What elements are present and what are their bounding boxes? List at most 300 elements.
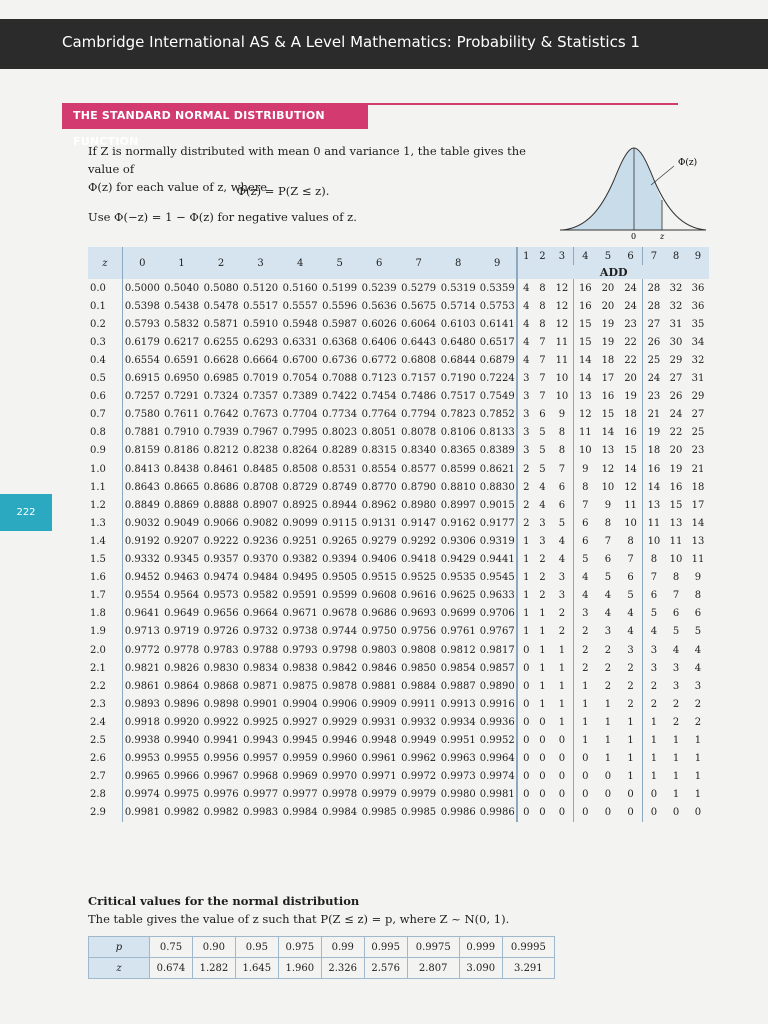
phi-value: 0.9564 — [164, 590, 200, 602]
add-value: 3 — [604, 626, 612, 638]
add-value: 18 — [624, 409, 637, 421]
z-value: 1.0 — [90, 463, 106, 475]
add-value: 3 — [672, 662, 680, 674]
add-value: 2 — [558, 626, 566, 638]
add-value: 19 — [642, 424, 665, 442]
phi-value: 0.9115 — [322, 517, 358, 529]
table-row — [88, 478, 709, 496]
z-value: 1.6 — [90, 572, 106, 584]
add-value: 5 — [627, 590, 634, 602]
add-value: 0 — [517, 786, 534, 804]
add-value: 12 — [624, 481, 637, 493]
phi-value: 0.6217 — [164, 336, 200, 348]
intro-line-1: If Z is normally distributed with mean 0 and variance 1, the table gives the value of — [88, 144, 526, 176]
phi-value: 0.9896 — [164, 698, 200, 710]
add-digit-header: 5 — [597, 247, 620, 265]
phi-value: 0.9394 — [322, 554, 358, 566]
critical-row-label: z — [89, 958, 150, 979]
phi-value: 0.5753 — [479, 300, 515, 312]
phi-value: 0.9964 — [479, 753, 515, 765]
phi-value: 0.9306 — [440, 535, 476, 547]
phi-value: 0.9834 — [243, 662, 279, 674]
add-value: 2 — [694, 716, 702, 728]
z-value: 0.7 — [90, 409, 106, 421]
phi-value: 0.6628 — [203, 355, 239, 367]
add-value: 1 — [627, 771, 634, 783]
add-value: 4 — [517, 315, 534, 333]
table-row — [88, 442, 709, 460]
phi-value: 0.5636 — [361, 300, 397, 312]
add-value: 0 — [574, 768, 597, 786]
phi-value: 0.7324 — [203, 391, 239, 403]
add-value: 2 — [539, 554, 546, 566]
phi-value: 0.5239 — [361, 282, 397, 294]
phi-value: 0.9616 — [401, 590, 437, 602]
phi-value: 0.5359 — [479, 282, 515, 294]
add-value: 3 — [517, 424, 534, 442]
phi-value: 0.5675 — [401, 300, 437, 312]
table-row — [88, 315, 709, 333]
add-value: 20 — [669, 445, 683, 457]
add-value: 4 — [604, 608, 612, 620]
table-row — [88, 641, 709, 659]
add-value: 2 — [517, 460, 534, 478]
phi-value: 0.9982 — [164, 807, 200, 819]
phi-value: 0.7019 — [243, 373, 279, 385]
add-value: 0 — [517, 641, 534, 659]
phi-value: 0.6141 — [479, 318, 515, 330]
add-value: 10 — [624, 517, 637, 529]
phi-value: 0.8159 — [122, 442, 162, 460]
phi-value: 0.7257 — [122, 388, 162, 406]
critical-value: 0.999 — [459, 937, 502, 958]
add-value: 3 — [642, 659, 665, 677]
add-value: 1 — [694, 734, 702, 746]
phi-value: 0.8830 — [479, 481, 515, 493]
add-value: 5 — [539, 427, 546, 439]
phi-value: 0.9940 — [164, 734, 200, 746]
phi-value: 0.6844 — [440, 355, 476, 367]
phi-value: 0.9484 — [243, 572, 279, 584]
phi-value: 0.8554 — [361, 463, 397, 475]
add-value: 14 — [601, 427, 615, 439]
add-value: 0 — [558, 753, 566, 765]
phi-value: 0.9808 — [401, 644, 437, 656]
phi-value: 0.9850 — [401, 662, 437, 674]
digit-header: 5 — [320, 247, 360, 279]
add-value: 4 — [574, 587, 597, 605]
add-value: 7 — [604, 535, 612, 547]
phi-value: 0.9279 — [361, 535, 397, 547]
table-row — [88, 623, 709, 641]
phi-value: 0.5517 — [243, 300, 279, 312]
table-row — [88, 768, 709, 786]
phi-value: 0.5199 — [322, 282, 358, 294]
phi-value: 0.6331 — [282, 336, 318, 348]
phi-value: 0.9904 — [282, 698, 318, 710]
add-value: 15 — [574, 333, 597, 351]
phi-value: 0.9952 — [479, 734, 515, 746]
add-value: 36 — [691, 282, 705, 294]
add-value: 16 — [601, 391, 615, 403]
add-value: 1 — [558, 698, 566, 710]
phi-value: 0.9985 — [361, 807, 397, 819]
phi-value: 0.9953 — [122, 750, 162, 768]
phi-value: 0.6985 — [203, 373, 239, 385]
phi-value: 0.9868 — [203, 680, 239, 692]
pointer-line — [651, 166, 674, 185]
phi-value: 0.8133 — [479, 427, 515, 439]
add-value: 22 — [624, 336, 637, 348]
table-row — [88, 731, 709, 749]
phi-value: 0.9406 — [361, 554, 397, 566]
add-value: 25 — [691, 427, 705, 439]
header-bar — [0, 19, 768, 69]
add-value: 1 — [627, 716, 634, 728]
z-value: 2.9 — [90, 807, 106, 819]
phi-value: 0.7549 — [479, 391, 515, 403]
phi-value: 0.8577 — [401, 463, 437, 475]
z-value: 1.7 — [90, 590, 106, 602]
add-value: 0 — [517, 731, 534, 749]
phi-value: 0.9986 — [479, 807, 515, 819]
add-value: 0 — [539, 753, 546, 765]
phi-value: 0.9778 — [164, 644, 200, 656]
add-value: 20 — [601, 282, 615, 294]
phi-value: 0.5438 — [164, 300, 200, 312]
add-value: 18 — [691, 481, 705, 493]
phi-value: 0.9948 — [361, 734, 397, 746]
phi-value: 0.8869 — [164, 499, 200, 511]
add-value: 26 — [642, 333, 665, 351]
add-value: 27 — [642, 315, 665, 333]
phi-value: 0.9265 — [322, 535, 358, 547]
add-value: 3 — [574, 605, 597, 623]
phi-value: 0.6064 — [401, 318, 437, 330]
add-value: 36 — [691, 300, 705, 312]
z-column-header: z — [88, 247, 122, 279]
phi-value: 0.9625 — [440, 590, 476, 602]
z-value: 2.5 — [90, 734, 106, 746]
page-number: 222 — [0, 494, 52, 531]
add-value: 5 — [574, 551, 597, 569]
add-value: 3 — [558, 572, 566, 584]
add-value: 0 — [574, 750, 597, 768]
phi-value: 0.9890 — [479, 680, 515, 692]
z-value: 0.8 — [90, 427, 106, 439]
add-value: 16 — [642, 460, 665, 478]
phi-value: 0.7454 — [361, 391, 397, 403]
phi-value: 0.9875 — [282, 680, 318, 692]
add-value: 2 — [539, 590, 546, 602]
add-value: 15 — [574, 315, 597, 333]
phi-value: 0.9830 — [203, 662, 239, 674]
phi-value: 0.6915 — [122, 370, 162, 388]
add-value: 24 — [642, 370, 665, 388]
add-value: 1 — [517, 587, 534, 605]
phi-value: 0.9192 — [122, 532, 162, 550]
z-value: 0.9 — [90, 445, 106, 457]
add-value: 0 — [517, 750, 534, 768]
phi-value: 0.9967 — [203, 771, 239, 783]
add-value: 0 — [558, 807, 566, 819]
table-row — [88, 804, 709, 822]
add-value: 0 — [539, 807, 546, 819]
phi-value: 0.8389 — [479, 445, 515, 457]
phi-value: 0.8051 — [361, 427, 397, 439]
add-value: 2 — [627, 662, 634, 674]
add-value: 6 — [539, 409, 546, 421]
phi-value: 0.6103 — [440, 318, 476, 330]
add-value: 22 — [624, 355, 637, 367]
phi-value: 0.9713 — [122, 623, 162, 641]
add-value: 13 — [601, 445, 615, 457]
add-value: 2 — [574, 623, 597, 641]
phi-value: 0.9846 — [361, 662, 397, 674]
add-value: 19 — [601, 336, 615, 348]
add-value: 2 — [517, 496, 534, 514]
z-value: 1.8 — [90, 608, 106, 620]
z-value: 2.2 — [90, 680, 106, 692]
phi-value: 0.9918 — [122, 713, 162, 731]
critical-value: 0.995 — [364, 937, 407, 958]
add-value: 2 — [574, 641, 597, 659]
add-value: 1 — [558, 680, 566, 692]
phi-value: 0.9838 — [282, 662, 318, 674]
add-value: 0 — [574, 786, 597, 804]
add-value: 12 — [555, 282, 569, 294]
phi-value: 0.7910 — [164, 427, 200, 439]
phi-value: 0.9979 — [361, 789, 397, 801]
add-value: 0 — [517, 713, 534, 731]
phi-value: 0.7734 — [322, 409, 358, 421]
section-label: THE STANDARD NORMAL DISTRIBUTION FUNCTION — [62, 103, 368, 129]
add-value: 6 — [694, 608, 702, 620]
add-value: 0 — [604, 771, 612, 783]
add-value: 1 — [694, 789, 702, 801]
phi-value: 0.7224 — [479, 373, 515, 385]
phi-value: 0.9803 — [361, 644, 397, 656]
phi-value: 0.6950 — [164, 373, 200, 385]
phi-value: 0.9177 — [479, 517, 515, 529]
phi-value: 0.7881 — [122, 424, 162, 442]
phi-value: 0.9983 — [243, 807, 279, 819]
table-row — [88, 750, 709, 768]
phi-value: 0.8729 — [282, 481, 318, 493]
phi-value: 0.9015 — [479, 499, 515, 511]
add-value: 0 — [558, 789, 566, 801]
phi-value: 0.9956 — [203, 753, 239, 765]
table-row — [88, 279, 709, 297]
phi-value: 0.9985 — [401, 807, 437, 819]
add-value: 1 — [642, 750, 665, 768]
critical-value: 2.807 — [407, 958, 459, 979]
add-digit-header: 9 — [687, 247, 709, 265]
add-value: 1 — [517, 532, 534, 550]
add-value: 2 — [517, 478, 534, 496]
add-value: 14 — [642, 478, 665, 496]
z-value: 0.4 — [90, 355, 106, 367]
phi-value: 0.8238 — [243, 445, 279, 457]
phi-value: 0.8770 — [361, 481, 397, 493]
phi-value: 0.9706 — [479, 608, 515, 620]
add-value: 24 — [624, 282, 637, 294]
add-value: 5 — [558, 517, 566, 529]
add-value: 8 — [558, 445, 566, 457]
phi-value: 0.9962 — [401, 753, 437, 765]
add-value: 1 — [574, 695, 597, 713]
add-value: 0 — [539, 716, 546, 728]
add-value: 19 — [669, 463, 683, 475]
z-value: 1.1 — [90, 481, 106, 493]
phi-value: 0.7967 — [243, 427, 279, 439]
add-value: 3 — [517, 442, 534, 460]
phi-value: 0.8599 — [440, 463, 476, 475]
phi-value: 0.7190 — [440, 373, 476, 385]
phi-value: 0.9783 — [203, 644, 239, 656]
z-axis-label: z — [660, 232, 665, 240]
add-value: 12 — [555, 318, 569, 330]
phi-value: 0.8621 — [479, 463, 515, 475]
add-value: 4 — [672, 644, 680, 656]
add-value: 3 — [517, 370, 534, 388]
phi-value: 0.9319 — [479, 535, 515, 547]
phi-value: 0.9798 — [322, 644, 358, 656]
add-value: 11 — [624, 499, 637, 511]
table-row — [88, 713, 709, 731]
phi-value: 0.9032 — [122, 514, 162, 532]
z-value: 1.4 — [90, 535, 106, 547]
phi-value: 0.7794 — [401, 409, 437, 421]
z-value: 1.2 — [90, 499, 106, 511]
add-value: 21 — [691, 463, 705, 475]
phi-value: 0.8289 — [322, 445, 358, 457]
add-value: 0 — [517, 659, 534, 677]
table-row — [88, 424, 709, 442]
phi-value: 0.7357 — [243, 391, 279, 403]
phi-value: 0.9887 — [440, 680, 476, 692]
add-value: 1 — [539, 608, 546, 620]
phi-value: 0.9974 — [479, 771, 515, 783]
add-value: 7 — [672, 590, 680, 602]
phi-value: 0.7517 — [440, 391, 476, 403]
phi-value: 0.8888 — [203, 499, 239, 511]
add-value: 10 — [601, 481, 615, 493]
phi-value: 0.9878 — [322, 680, 358, 692]
add-value: 6 — [574, 514, 597, 532]
phi-value: 0.8461 — [203, 463, 239, 475]
table-row — [88, 695, 709, 713]
add-value: 0 — [517, 695, 534, 713]
add-value: 1 — [558, 644, 566, 656]
phi-value: 0.9545 — [479, 572, 515, 584]
add-digit-header: 6 — [619, 247, 642, 265]
phi-value: 0.9911 — [401, 698, 437, 710]
phi-value: 0.9608 — [361, 590, 397, 602]
digit-header: 2 — [201, 247, 241, 279]
add-value: 1 — [672, 789, 680, 801]
add-value: 4 — [694, 644, 702, 656]
critical-row-label: p — [89, 937, 150, 958]
add-value: 32 — [691, 355, 705, 367]
phi-value: 0.9909 — [361, 698, 397, 710]
phi-value: 0.8643 — [122, 478, 162, 496]
add-value: 0 — [627, 789, 634, 801]
add-value: 0 — [517, 768, 534, 786]
phi-value: 0.9957 — [243, 753, 279, 765]
add-value: 2 — [558, 608, 566, 620]
phi-value: 0.6293 — [243, 336, 279, 348]
phi-value: 0.7389 — [282, 391, 318, 403]
z-value: 1.3 — [90, 517, 106, 529]
add-value: 0 — [694, 807, 702, 819]
phi-value: 0.7157 — [401, 373, 437, 385]
phi-value: 0.9898 — [203, 698, 239, 710]
add-value: 13 — [574, 388, 597, 406]
phi-value: 0.9961 — [361, 753, 397, 765]
phi-value: 0.9345 — [164, 554, 200, 566]
phi-value: 0.9744 — [322, 626, 358, 638]
add-value: 6 — [574, 532, 597, 550]
add-value: 15 — [669, 499, 683, 511]
table-row — [88, 333, 709, 351]
add-value: 8 — [558, 427, 566, 439]
phi-value: 0.8212 — [203, 445, 239, 457]
phi-value: 0.9980 — [440, 789, 476, 801]
phi-value: 0.7088 — [322, 373, 358, 385]
phi-value: 0.8365 — [440, 445, 476, 457]
phi-value: 0.8413 — [122, 460, 162, 478]
add-value: 1 — [627, 753, 634, 765]
phi-value: 0.9931 — [361, 716, 397, 728]
add-value: 27 — [669, 373, 683, 385]
z-value: 0.0 — [90, 282, 106, 294]
add-value: 1 — [672, 753, 680, 765]
add-value: 2 — [539, 572, 546, 584]
phi-value: 0.8790 — [401, 481, 437, 493]
add-value: 22 — [669, 427, 683, 439]
add-value: 8 — [574, 478, 597, 496]
add-value: 18 — [642, 442, 665, 460]
phi-value: 0.9920 — [164, 716, 200, 728]
phi-value: 0.9981 — [122, 804, 162, 822]
digit-header: 8 — [438, 247, 478, 279]
phi-value: 0.5987 — [322, 318, 358, 330]
add-value: 0 — [539, 771, 546, 783]
add-value: 1 — [539, 680, 546, 692]
table-row — [88, 786, 709, 804]
add-value: 7 — [539, 336, 546, 348]
critical-value: 0.9975 — [407, 937, 459, 958]
phi-value: 0.8340 — [401, 445, 437, 457]
table-row — [88, 677, 709, 695]
add-digit-header: 4 — [574, 247, 597, 265]
add-value: 0 — [604, 789, 612, 801]
add-value: 0 — [558, 734, 566, 746]
add-value: 25 — [642, 351, 665, 369]
add-value: 10 — [669, 554, 683, 566]
phi-value: 0.9452 — [122, 569, 162, 587]
phi-value: 0.9901 — [243, 698, 279, 710]
add-value: 1 — [517, 551, 534, 569]
table-row — [88, 569, 709, 587]
phi-value: 0.9936 — [479, 716, 515, 728]
phi-value: 0.8980 — [401, 499, 437, 511]
phi-value: 0.7054 — [282, 373, 318, 385]
phi-value: 0.9861 — [122, 677, 162, 695]
phi-value: 0.9649 — [164, 608, 200, 620]
phi-value: 0.8962 — [361, 499, 397, 511]
